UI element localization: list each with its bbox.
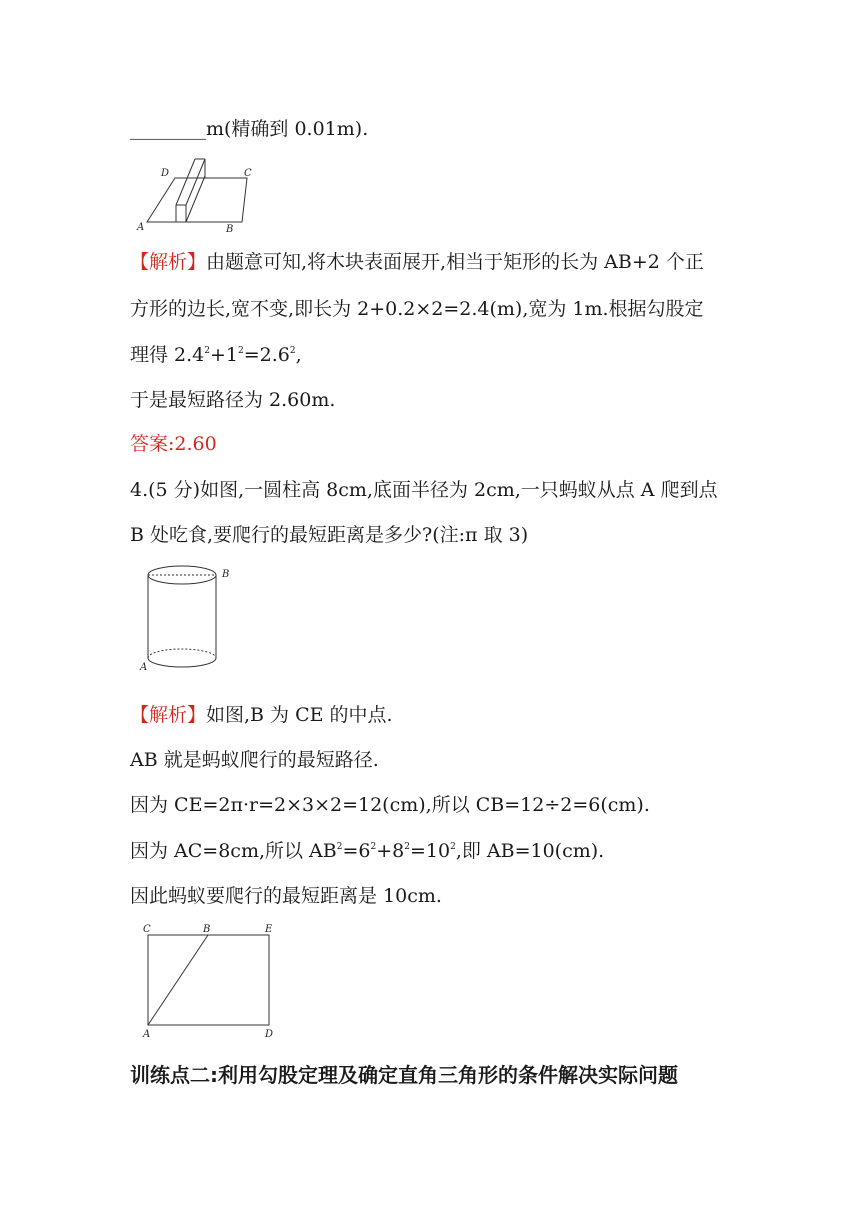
text-seg: 理得 2.4 xyxy=(130,344,205,366)
q4-cylinder-figure xyxy=(130,555,240,680)
analysis-tag: 【解析】 xyxy=(130,704,207,726)
text-seg: =6 xyxy=(342,840,371,862)
q4-analysis-line-3: 因为 CE=2π·r=2×3×2=12(cm),所以 CB=12÷2=6(cm). xyxy=(130,794,650,816)
analysis-tag: 【解析】 xyxy=(130,251,207,273)
q3-analysis-line-1 xyxy=(130,250,704,274)
q4-cyl-label-b: B xyxy=(222,569,230,580)
q3-label-b: B xyxy=(226,224,234,235)
q3-analysis-line-3 xyxy=(130,343,302,367)
text-seg: =2.6 xyxy=(243,344,290,366)
text-seg: ,即 AB=10(cm). xyxy=(455,840,605,862)
exponent: 2 xyxy=(370,842,377,852)
q3-block-figure xyxy=(130,150,260,235)
q4-rect-label-e: E xyxy=(265,924,273,935)
q4-analysis-line-5: 因此蚂蚁要爬行的最短距离是 10cm. xyxy=(130,885,442,907)
text-seg: , xyxy=(295,344,302,366)
q4-rectangle-figure xyxy=(135,920,285,1045)
text-seg: +1 xyxy=(210,344,239,366)
q3-analysis-line-4: 于是最短路径为 2.60m. xyxy=(130,389,336,411)
q4-rect-label-d: D xyxy=(265,1029,274,1040)
q3-label-c: C xyxy=(244,168,252,179)
exponent: 2 xyxy=(336,842,343,852)
exponent: 2 xyxy=(289,346,296,356)
q4-analysis-line-2: AB 就是蚂蚁爬行的最短路径. xyxy=(130,749,379,771)
q4-stem-line-1: 4.(5 分)如图,一圆柱高 8cm,底面半径为 2cm,一只蚂蚁从点 A 爬到点 xyxy=(130,479,718,501)
analysis-text: 由题意可知,将木块表面展开,相当于矩形的长为 AB+2 个正 xyxy=(206,251,704,273)
exponent: 2 xyxy=(404,842,410,852)
q3-label-d: D xyxy=(161,168,170,179)
text-seg: =10 xyxy=(409,840,451,862)
q3-answer: 答案:2.60 xyxy=(130,433,217,455)
q3-analysis-line-2: 方形的边长,宽不变,即长为 2+0.2×2=2.4(m),宽为 1m.根据勾股定 xyxy=(130,298,704,320)
q3-answer-blank-line: ________m(精确到 0.01m). xyxy=(130,118,369,140)
q4-rect-label-b: B xyxy=(203,924,211,935)
q4-stem-line-2: B 处吃食,要爬行的最短距离是多少?(注:π 取 3) xyxy=(130,524,529,546)
exponent: 2 xyxy=(238,346,244,356)
analysis-text: 如图,B 为 CE 的中点. xyxy=(206,704,393,726)
q4-analysis-line-4 xyxy=(130,839,604,863)
section-title: 训练点二:利用勾股定理及确定直角三角形的条件解决实际问题 xyxy=(130,1063,678,1087)
text-seg: +8 xyxy=(376,840,405,862)
exponent: 2 xyxy=(450,842,456,852)
text-seg: 因为 AC=8cm,所以 AB xyxy=(130,840,337,862)
exponent: 2 xyxy=(204,346,210,356)
q3-label-a: A xyxy=(137,222,145,233)
q4-analysis-line-1 xyxy=(130,703,393,727)
q4-rect-label-a: A xyxy=(143,1029,151,1040)
q4-rect-label-c: C xyxy=(143,924,151,935)
q4-cyl-label-a: A xyxy=(140,662,148,673)
